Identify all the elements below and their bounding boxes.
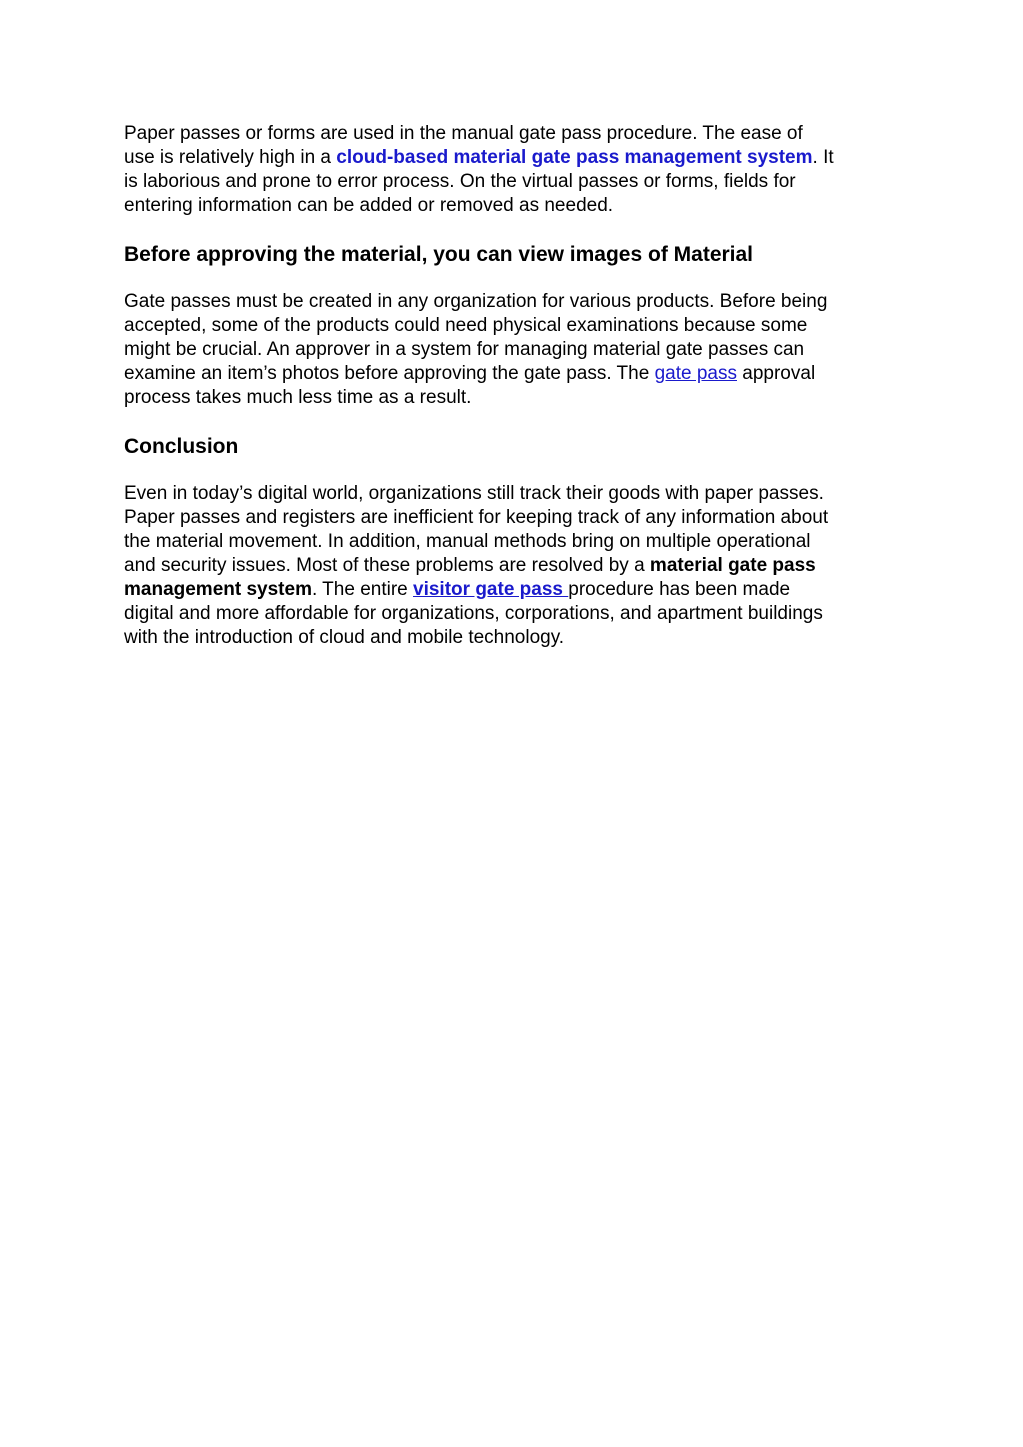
approval-paragraph — [124, 290, 914, 410]
text-line: digital and more affordable for organizations, corporations, and apartment buildings — [124, 603, 823, 624]
bold-phrase: management system — [124, 579, 312, 600]
text-fragment: procedure has been made — [568, 579, 791, 600]
text-line — [124, 554, 914, 578]
text-line — [124, 578, 914, 602]
text-line: the material movement. In addition, manual methods bring on multiple operational — [124, 531, 811, 552]
intro-paragraph — [124, 122, 914, 218]
text-line: process takes much less time as a result. — [124, 387, 472, 408]
text-line — [124, 362, 914, 386]
text-line — [124, 146, 914, 170]
section-heading-conclusion: Conclusion — [124, 435, 239, 458]
text-fragment: and security issues. Most of these problems are resolved by a — [124, 555, 650, 576]
document-page — [124, 122, 914, 650]
cloud-based-system-link[interactable]: cloud-based material gate pass management system — [336, 147, 813, 168]
text-fragment: approval — [737, 363, 816, 384]
text-line: Even in today’s digital world, organizations still track their goods with paper passes. — [124, 483, 824, 504]
text-line: with the introduction of cloud and mobile technology. — [124, 627, 565, 648]
gate-pass-link[interactable]: gate pass — [654, 363, 737, 384]
text-line: Paper passes and registers are inefficient for keeping track of any information about — [124, 507, 829, 528]
text-line: Paper passes or forms are used in the manual gate pass procedure. The ease of — [124, 123, 803, 144]
bold-phrase: material gate pass — [649, 555, 816, 576]
text-fragment: . It — [812, 147, 834, 168]
text-line: entering information can be added or removed as needed. — [124, 195, 614, 216]
section-heading-approval: Before approving the material, you can view images of Material — [124, 243, 754, 266]
text-line: accepted, some of the products could need physical examinations because some — [124, 315, 808, 336]
text-line: Gate passes must be created in any organization for various products. Before being — [124, 291, 828, 312]
text-fragment: . The entire — [311, 579, 414, 600]
conclusion-paragraph — [124, 482, 914, 650]
text-line: is laborious and prone to error process. On the virtual passes or forms, fields for — [124, 171, 796, 192]
visitor-gate-pass-link[interactable]: visitor gate pass — [413, 579, 569, 600]
text-fragment: examine an item’s photos before approving the gate pass. The — [124, 363, 655, 384]
text-fragment: use is relatively high in a — [124, 147, 337, 168]
text-line: might be crucial. An approver in a system for managing material gate passes can — [124, 339, 805, 360]
